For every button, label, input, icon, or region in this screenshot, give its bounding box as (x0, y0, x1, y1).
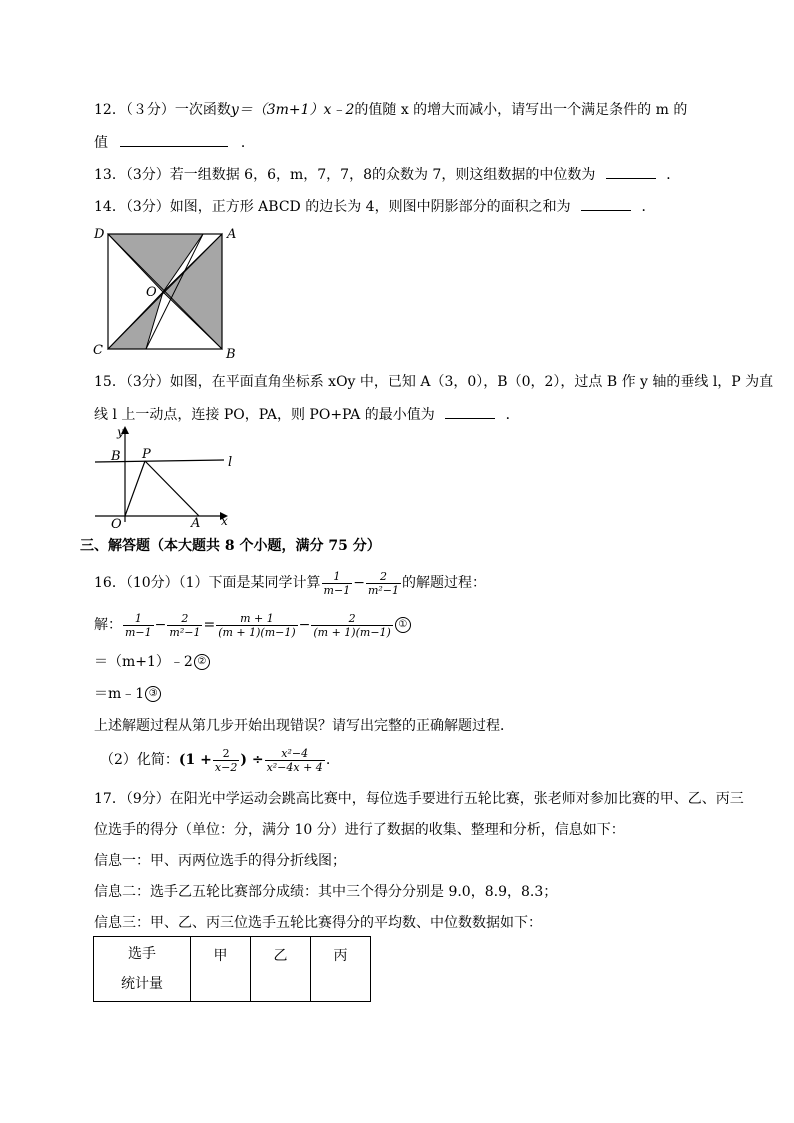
q14-end: ． (641, 199, 656, 215)
q16-frac-2-den: m²−1 (367, 583, 399, 597)
q16-step3-text: ＝m﹣1 (94, 686, 145, 702)
q16-step1-frac-b-num: 2 (181, 611, 189, 625)
q15-segment-po (125, 461, 145, 516)
q13-end: ． (666, 167, 681, 183)
q16-step1: 解： $\frac{1}{m-1}$ − $\frac{2}{\text{m²−1}}$ = $\frac{m + 1}{(m + 1)(m-1)}$ − $\frac{2}{(m + 1)(m-1)}$ ① (94, 606, 411, 644)
q15-coordinate-figure (90, 424, 250, 532)
q12-math: y＝（3m+1）x﹣2 (230, 102, 355, 118)
q15-line1 (94, 372, 773, 392)
q16-part2-div: ) ÷ (240, 752, 264, 768)
q14-label-o: O (146, 285, 157, 300)
q13-line (94, 164, 680, 185)
q16-frac-1-den: m−1 (323, 583, 351, 597)
q16-question: 上述解题过程从第几步开始出现错误？请写出完整的正确解题过程． (94, 718, 514, 734)
q15-label-l: l (228, 455, 233, 470)
q14-text: 14．（3分）如图，正方形 ABCD 的边长为 4，则图中阴影部分的面积之和为 (94, 199, 571, 215)
q16-part2 (100, 740, 330, 780)
q14-label-b: B (226, 347, 236, 360)
q12-value-label: 值 (94, 135, 108, 151)
q16-step1-frac-a (123, 612, 154, 639)
q13-text: 13．（3分）若一组数据 6，6，m，7，7，8的众数为 7，则这组数据的中位数为 (94, 167, 596, 183)
q14-label-c: C (93, 343, 103, 358)
q16-part2-frac-b (265, 747, 325, 774)
q15-answer-blank[interactable] (445, 404, 495, 419)
q13-answer-blank[interactable] (606, 164, 656, 179)
q17-col-jia: 甲 (191, 937, 251, 1002)
q15-text-b: 线 l 上一动点，连接 PO，PA，则 PO+PA 的最小值为 (94, 407, 435, 423)
q16-step1-frac-c-den: (m + 1)(m−1) (218, 625, 296, 639)
q16-step3 (94, 684, 161, 704)
q16-frac-1-num: 1 (333, 569, 341, 583)
q16-part2-label: （2）化简： (100, 752, 179, 768)
q15-label-o: O (111, 517, 122, 532)
q16-step1-frac-c-num: m + 1 (240, 611, 274, 625)
q16-step1-frac-b-den: m²−1 (169, 625, 201, 639)
q16-frac-2 (366, 570, 401, 597)
q17-header-cell (94, 937, 191, 1002)
q15-label-y: y (117, 425, 124, 439)
q16-sol-label: 解： (94, 617, 122, 633)
table-row (94, 937, 371, 1002)
q16-frac-1 (322, 570, 353, 597)
q16-step2-mark: ② (194, 654, 210, 670)
q14-square-figure (90, 224, 250, 360)
q15-text-a: 15．（3分）如图，在平面直角坐标系 xOy 中，已知 A（3，0），B（0，2），过点 B 作 y 轴的垂线 l，P 为直 (94, 374, 774, 390)
q16-part2-frac-a-den: x−2 (214, 760, 238, 774)
q15-label-b: B (111, 449, 121, 464)
q16-part2-end: . (325, 752, 331, 768)
q16-step1-frac-b (167, 612, 202, 639)
q16-frac-2-num: 2 (379, 569, 387, 583)
q17-info3: 信息三：甲、乙、丙三位选手五轮比赛得分的平均数、中位数数据如下： (94, 915, 542, 931)
q17-stats-table (93, 936, 371, 1002)
q16-part2-frac-a (213, 747, 239, 774)
q17-header-bottom: 统计量 (121, 976, 163, 992)
q14-answer-blank[interactable] (581, 196, 631, 211)
q14-label-d: D (94, 227, 105, 242)
q12-line1 (94, 100, 687, 120)
q16-step1-mark: ① (395, 617, 411, 633)
q12-text-b: 的值随 x 的增大而减小，请写出一个满足条件的 m 的 (354, 102, 688, 118)
q12-answer-blank[interactable] (120, 132, 228, 147)
q15-segment-pa (145, 461, 199, 516)
q16-part2-frac-a-num: 2 (222, 746, 230, 760)
q16-step1-frac-c (216, 612, 297, 639)
q17-col-bing: 丙 (311, 937, 371, 1002)
q16-step3-mark: ③ (145, 686, 161, 702)
q15-line2 (94, 404, 520, 425)
q16-step1-frac-a-den: m−1 (125, 625, 152, 639)
q16-step1-frac-a-num: 1 (134, 611, 142, 625)
q12-text-a: 12．（３分）一次函数 (94, 102, 231, 118)
q15-label-x: x (221, 514, 228, 528)
q15-label-a: A (191, 516, 201, 531)
q16-intro: 16．（10分）（1）下面是某同学计算 $\frac{1}{m-1}$ − $\frac{2}{\text{m²−1}}$ 的解题过程： (94, 569, 486, 597)
q17-header-top: 选手 (128, 946, 156, 962)
q16-step1-frac-d-num: 2 (348, 611, 356, 625)
q12-line2 (94, 132, 255, 153)
q16-part2-frac-b-den: x²−4x + 4 (266, 760, 323, 774)
q14-label-a: A (227, 227, 237, 242)
q12-end: ． (240, 135, 255, 151)
q16-part2-paren: (1 + (178, 752, 212, 768)
q17-line2: 位选手的得分（单位：分，满分 10 分）进行了数据的收集、整理和分析，信息如下： (94, 822, 625, 838)
q15-end: ． (505, 407, 520, 423)
q15-label-p: P (142, 447, 151, 462)
q17-info1: 信息一：甲、丙两位选手的得分折线图； (94, 853, 346, 869)
q16-step2 (94, 652, 210, 672)
q16-step2-text: ＝（m+1）﹣2 (94, 654, 193, 670)
q16-intro-end: 的解题过程： (402, 575, 486, 591)
section-title: 三、解答题（本大题共 8 个小题，满分 75 分） (80, 538, 381, 554)
q16-intro-text: 16．（10分）（1）下面是某同学计算 (94, 575, 321, 591)
q17-col-yi: 乙 (251, 937, 311, 1002)
q17-line1: 17．（9分）在阳光中学运动会跳高比赛中，每位选手要进行五轮比赛，张老师对参加比赛的甲、乙、丙三 (94, 791, 744, 807)
q16-step1-frac-d (311, 612, 392, 639)
q16-part2-frac-b-num: x²−4 (281, 746, 309, 760)
q17-info2: 信息二：选手乙五轮比赛部分成绩：其中三个得分分别是 9.0，8.9，8.3； (94, 884, 558, 900)
q16-step1-frac-d-den: (m + 1)(m−1) (313, 625, 391, 639)
q14-line (94, 196, 655, 217)
